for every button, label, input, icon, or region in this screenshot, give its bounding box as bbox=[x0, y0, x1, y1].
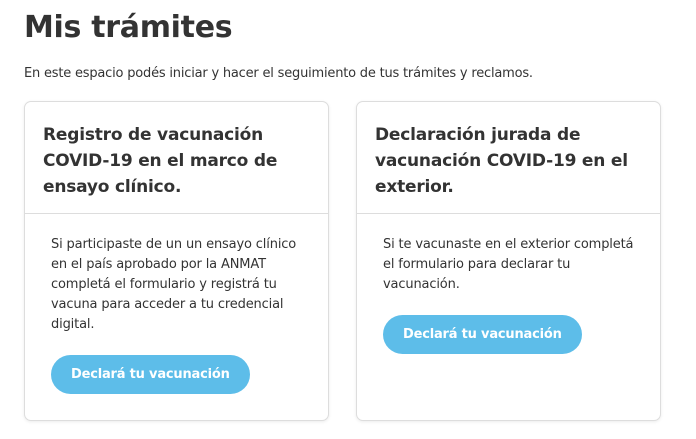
card-title[interactable]: Registro de vacunación COVID-19 en el marco de ensayo clínico. bbox=[43, 125, 278, 197]
card-header bbox=[357, 102, 660, 214]
page-intro-text: En este espacio podés iniciar y hacer el seguimiento de tus trámites y reclamos. bbox=[24, 66, 533, 81]
card-declaracion-exterior bbox=[356, 101, 661, 421]
card-body bbox=[25, 214, 328, 394]
card-header bbox=[25, 102, 328, 214]
card-description: Si te vacunaste en el exterior completá el formulario para declarar tu vacunación. bbox=[383, 237, 634, 292]
card-description: Si participaste de un un ensayo clínico en el país aprobado por la ANMAT completá el formulario y registrá tu vacuna para acceder a tu credencial digital. bbox=[51, 237, 297, 332]
declare-vaccination-button[interactable]: Declará tu vacunación bbox=[383, 315, 582, 354]
page-title: Mis trámites bbox=[24, 10, 233, 45]
card-registro-ensayo-clinico bbox=[24, 101, 329, 421]
card-body bbox=[357, 214, 660, 354]
card-title[interactable]: Declaración jurada de vacunación COVID-19 en el exterior. bbox=[375, 125, 628, 197]
declare-vaccination-button[interactable]: Declará tu vacunación bbox=[51, 355, 250, 394]
